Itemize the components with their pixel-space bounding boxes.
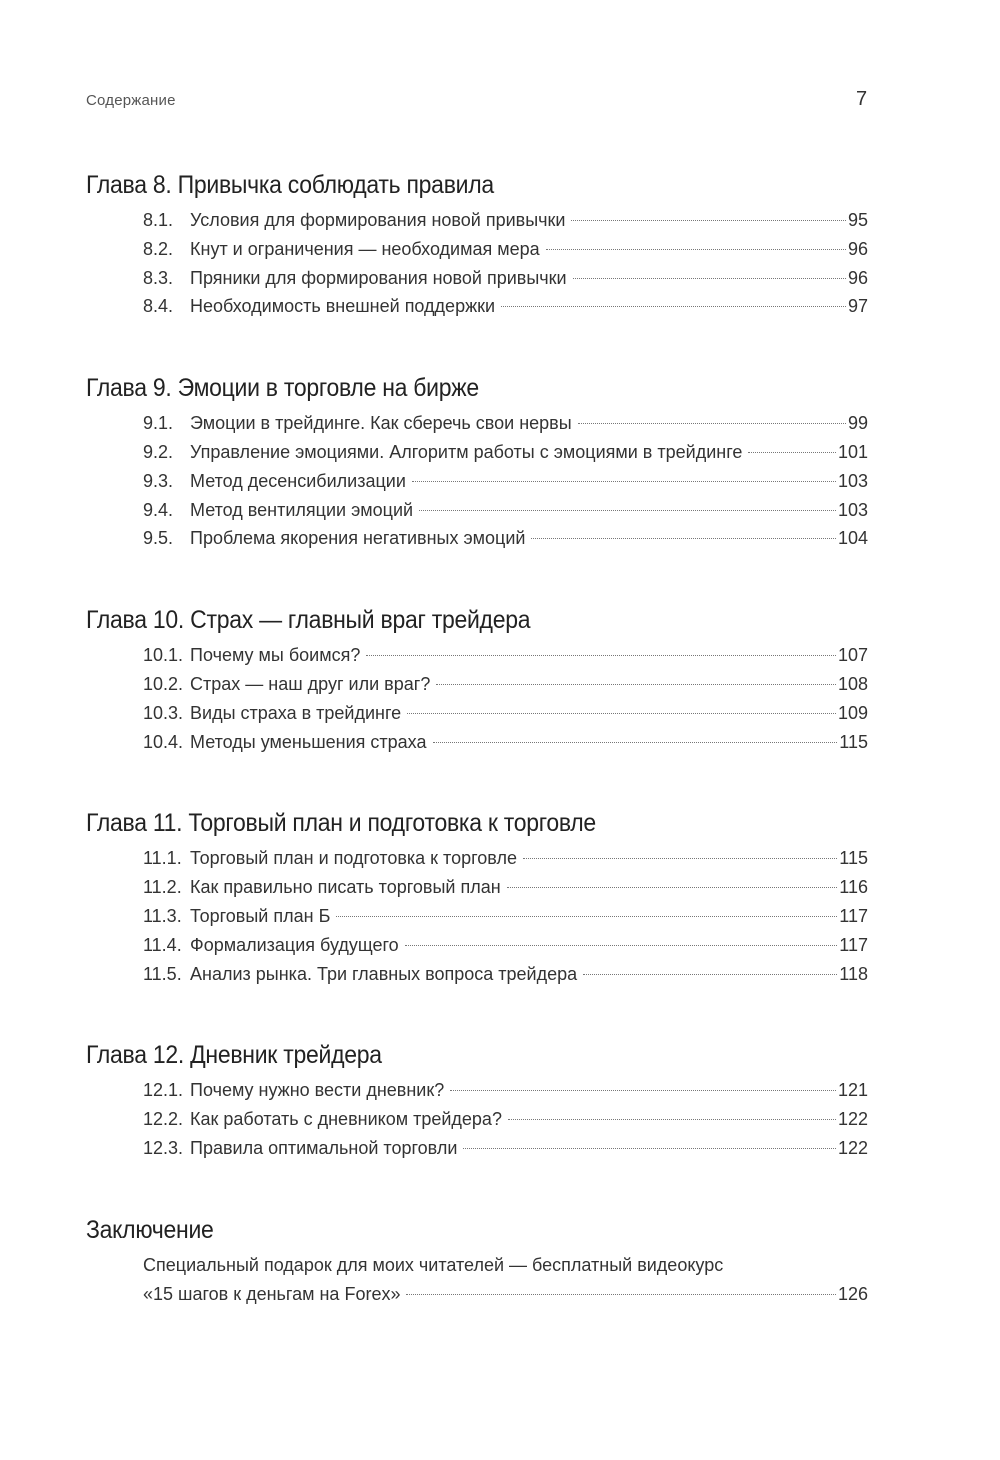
entry-title: Условия для формирования новой привычки (190, 210, 566, 230)
chapter-title[interactable]: Глава 10. Страх — главный враг трейдера (86, 606, 531, 635)
toc-entry[interactable] (86, 873, 868, 902)
entry-title: Как правильно писать торговый план (190, 877, 501, 898)
toc-entry[interactable] (86, 844, 868, 873)
dot-leader (366, 655, 836, 656)
entry-title: Почему мы боимся? (190, 645, 361, 666)
entry-page: 121 (837, 1080, 868, 1101)
entry-number: 11.2. (143, 877, 182, 898)
chapter-title[interactable]: Глава 12. Дневник трейдера (86, 1041, 382, 1070)
chapter-10 (86, 603, 868, 756)
entry-title: Необходимость внешней поддержки (190, 296, 496, 317)
dot-leader (406, 1294, 835, 1295)
entry-number: 11.1. (143, 848, 182, 869)
entry-page: 115 (839, 731, 868, 752)
entry-title: Кнут и ограничения — необходимая мера (190, 238, 540, 259)
dot-leader (546, 249, 846, 250)
dot-leader (412, 481, 836, 482)
entry-title: «15 шагов к деньгам на Forex» (143, 1283, 401, 1304)
entry-page: 97 (847, 296, 868, 317)
toc-entry[interactable] (86, 409, 868, 438)
dot-leader (419, 510, 836, 511)
chapter-8 (86, 168, 868, 321)
toc-entry[interactable] (86, 1280, 868, 1309)
entry-page: 118 (839, 963, 868, 984)
entry-number: 12.1. (143, 1080, 184, 1101)
dot-leader (463, 1148, 836, 1149)
entry-page: 108 (837, 673, 868, 694)
toc-entry[interactable] (86, 235, 868, 264)
entry-page: 109 (837, 702, 868, 723)
entry-title: Почему нужно вести дневник? (190, 1080, 445, 1101)
running-head: Содержание (86, 92, 176, 109)
entry-title: Как работать с дневником трейдера? (190, 1109, 502, 1130)
entry-title: Анализ рынка. Три главных вопроса трейдера (190, 963, 578, 984)
entry-title: Методы уменьшения страха (190, 731, 427, 752)
entry-number: 10.2. (143, 673, 184, 694)
entry-number: 9.1. (143, 413, 174, 434)
entry-page: 104 (837, 528, 868, 549)
page-number: 7 (856, 88, 868, 110)
dot-leader (508, 1119, 836, 1120)
conclusion (86, 1213, 868, 1309)
entry-number: 8.3. (143, 267, 174, 288)
dot-leader (433, 742, 838, 743)
entry-page: 103 (837, 499, 868, 520)
dot-leader (507, 887, 838, 888)
dot-leader (748, 452, 836, 453)
chapter-title[interactable]: Глава 9. Эмоции в торговле на бирже (86, 374, 479, 403)
dot-leader (523, 858, 837, 859)
entry-number: 10.4. (143, 731, 184, 752)
dot-leader (405, 945, 838, 946)
entry-title: Управление эмоциями. Алгоритм работы с эмоциями в трейдинге (190, 441, 743, 462)
toc-entry[interactable] (86, 438, 868, 467)
table-of-contents (86, 168, 868, 1358)
toc-entry[interactable] (86, 641, 868, 670)
entry-page: 101 (837, 441, 868, 462)
entry-number: 8.1. (143, 210, 174, 230)
dot-leader (436, 684, 836, 685)
entry-page: 126 (837, 1283, 868, 1304)
entry-number: 11.5. (143, 963, 182, 984)
toc-entry[interactable] (86, 902, 868, 931)
toc-entry[interactable] (86, 467, 868, 496)
conclusion-line: Специальный подарок для моих читателей — бесплатный видеокурс (143, 1254, 724, 1275)
entry-title: Проблема якорения негативных эмоций (190, 528, 526, 549)
entry-title: Метод вентиляции эмоций (190, 499, 414, 520)
chapter-title[interactable]: Глава 11. Торговый план и подготовка к торговле (86, 809, 596, 838)
entry-title: Торговый план Б (190, 905, 331, 926)
entry-title: Метод десенсибилизации (190, 470, 406, 491)
entry-page: 107 (837, 645, 868, 666)
entry-page: 116 (839, 877, 868, 898)
toc-entry[interactable] (86, 1134, 868, 1163)
dot-leader (583, 974, 837, 975)
entry-page: 99 (847, 413, 868, 434)
entry-title: Правила оптимальной торговли (190, 1137, 458, 1158)
toc-entry[interactable] (86, 524, 868, 553)
entry-title: Виды страха в трейдинге (190, 702, 402, 723)
chapter-12 (86, 1038, 868, 1162)
toc-entry[interactable] (86, 206, 868, 235)
toc-entry[interactable] (86, 699, 868, 728)
entry-page: 122 (837, 1137, 868, 1158)
dot-leader (450, 1090, 836, 1091)
entry-number: 8.4. (143, 296, 174, 317)
entry-title: Страх — наш друг или враг? (190, 673, 431, 694)
entry-title: Торговый план и подготовка к торговле (190, 848, 517, 869)
entry-page: 117 (839, 934, 868, 955)
conclusion-title[interactable]: Заключение (86, 1215, 214, 1244)
dot-leader (571, 220, 845, 221)
entry-page: 95 (847, 210, 868, 230)
toc-entry[interactable] (86, 670, 868, 699)
entry-page: 96 (847, 267, 868, 288)
entry-number: 12.2. (143, 1109, 184, 1130)
entry-number: 9.5. (143, 528, 174, 549)
toc-entry[interactable] (86, 1076, 868, 1105)
entry-page: 117 (839, 905, 868, 926)
entry-number: 9.2. (143, 441, 174, 462)
entry-number: 12.3. (143, 1137, 184, 1158)
toc-entry[interactable] (86, 292, 868, 321)
entry-page: 96 (847, 238, 868, 259)
toc-entry[interactable] (86, 496, 868, 525)
chapter-title[interactable]: Глава 8. Привычка соблюдать правила (86, 171, 494, 199)
dot-leader (501, 306, 846, 307)
entry-number: 11.4. (143, 934, 182, 955)
toc-entry[interactable] (86, 960, 868, 989)
entry-title: Пряники для формирования новой привычки (190, 267, 567, 288)
toc-entry[interactable] (86, 931, 868, 960)
entry-number: 10.1. (143, 645, 184, 666)
dot-leader (578, 423, 846, 424)
entry-page: 122 (837, 1109, 868, 1130)
entry-number: 9.3. (143, 470, 174, 491)
entry-title: Эмоции в трейдинге. Как сберечь свои нервы (190, 413, 572, 434)
dot-leader (531, 538, 836, 539)
entry-number: 11.3. (143, 905, 182, 926)
entry-page: 115 (839, 848, 868, 869)
entry-number: 9.4. (143, 499, 174, 520)
dot-leader (336, 916, 837, 917)
dot-leader (407, 713, 836, 714)
entry-page: 103 (837, 470, 868, 491)
toc-entry[interactable] (86, 264, 868, 293)
entry-number: 8.2. (143, 238, 174, 259)
toc-entry[interactable] (86, 728, 868, 757)
chapter-11 (86, 806, 868, 988)
toc-entry[interactable] (86, 1105, 868, 1134)
dot-leader (573, 278, 846, 279)
entry-title: Формализация будущего (190, 934, 399, 955)
entry-number: 10.3. (143, 702, 184, 723)
chapter-9 (86, 371, 868, 553)
